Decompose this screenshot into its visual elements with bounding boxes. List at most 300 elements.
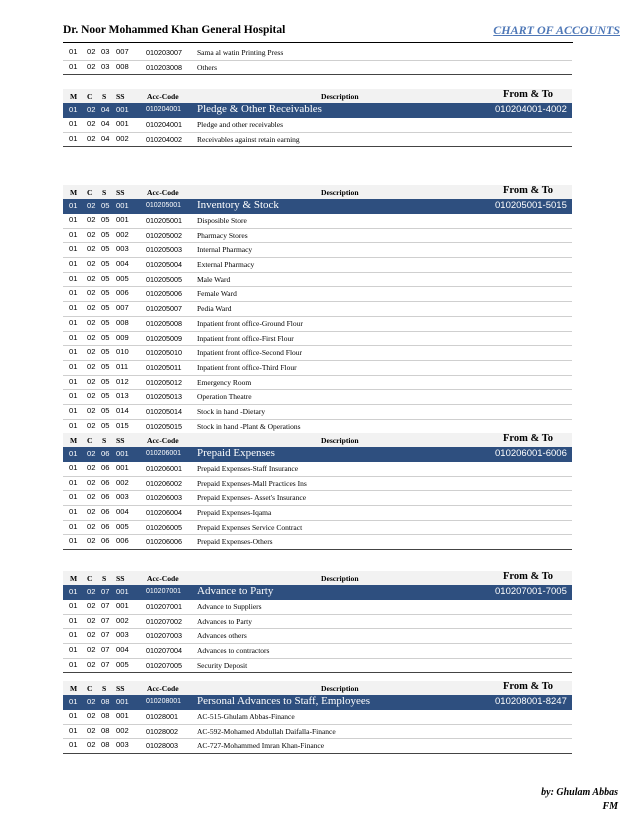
code-ss: 006 <box>116 536 129 546</box>
accounts-table-advance <box>63 571 572 673</box>
table-row <box>63 273 572 288</box>
acc-code: 010203008 <box>146 62 182 72</box>
code-s: 07 <box>101 615 110 625</box>
column-header-row <box>63 185 572 199</box>
col-header-s: S <box>102 684 107 693</box>
group-header-row <box>63 447 572 462</box>
code-s: 05 <box>101 259 110 269</box>
col-header-c: C <box>87 436 93 445</box>
col-header-s: S <box>102 574 107 583</box>
table-row <box>63 739 572 754</box>
code-c: 02 <box>87 273 96 283</box>
col-header-description: Description <box>321 188 359 197</box>
acc-code: 010205005 <box>146 274 182 284</box>
author-title: FM <box>602 801 618 812</box>
acc-code: 010204001 <box>146 120 182 129</box>
acc-code: 010206005 <box>146 522 182 532</box>
code-s: 05 <box>101 215 110 224</box>
code-c: 02 <box>87 725 96 735</box>
code-c: 02 <box>87 332 96 342</box>
table-row <box>63 302 572 317</box>
code-s: 05 <box>101 273 110 283</box>
code-c: 02 <box>87 229 96 239</box>
code-m: 01 <box>69 740 78 750</box>
code-c: 02 <box>87 740 96 750</box>
acc-code: 010207005 <box>146 660 182 670</box>
account-description: Operation Theatre <box>197 392 252 402</box>
acc-code: 010204002 <box>146 134 182 144</box>
code-s: 04 <box>101 133 110 143</box>
code-ss: 010 <box>116 347 129 357</box>
col-header-range: From & To <box>503 185 553 196</box>
group-header-row <box>63 199 572 214</box>
col-header-ss: SS <box>116 188 125 197</box>
hospital-title: Dr. Noor Mohammed Khan General Hospital <box>63 24 286 36</box>
code-m: 01 <box>69 215 78 224</box>
code-c: 02 <box>87 259 96 269</box>
acc-code: 010207004 <box>146 646 182 656</box>
code-m: 01 <box>69 61 78 71</box>
column-header-row <box>63 681 572 695</box>
code-s: 07 <box>101 587 110 596</box>
col-header-acc-code: Acc-Code <box>147 574 179 583</box>
col-header-range: From & To <box>503 433 553 444</box>
code-ss: 008 <box>116 61 129 71</box>
code-c: 02 <box>87 288 96 298</box>
col-header-c: C <box>87 92 93 101</box>
account-description: Prepaid Expenses-Others <box>197 537 273 547</box>
code-c: 02 <box>87 244 96 254</box>
account-description: Inpatient front office-Third Flour <box>197 362 297 372</box>
code-m: 01 <box>69 521 78 531</box>
code-m: 01 <box>69 507 78 517</box>
code-m: 01 <box>69 47 78 56</box>
header-divider <box>63 42 573 43</box>
accounts-table-personal-advances <box>63 681 572 754</box>
acc-code: 010206001 <box>146 450 182 457</box>
code-ss: 002 <box>116 133 129 143</box>
code-m: 01 <box>69 201 78 210</box>
code-ss: 001 <box>116 201 129 210</box>
col-header-s: S <box>102 436 107 445</box>
code-ss: 003 <box>116 244 129 254</box>
table-row <box>63 61 572 76</box>
personal-advance-rows <box>63 710 572 754</box>
acc-code: 010206001 <box>146 464 182 473</box>
account-description: Inpatient front office-Ground Flour <box>197 318 303 328</box>
group-name: Pledge & Other Receivables <box>197 103 322 115</box>
code-c: 02 <box>87 711 96 720</box>
account-description: Others <box>197 62 217 72</box>
col-header-description: Description <box>321 574 359 583</box>
account-description: Advances others <box>197 631 247 641</box>
col-header-description: Description <box>321 436 359 445</box>
account-description: AC-592-Mohamed Abdullah Daifalla-Finance <box>197 726 336 736</box>
code-s: 08 <box>101 740 110 750</box>
code-ss: 007 <box>116 303 129 313</box>
code-c: 02 <box>87 105 96 114</box>
code-s: 05 <box>101 244 110 254</box>
code-ss: 014 <box>116 405 129 415</box>
document-type-link[interactable]: CHART OF ACCOUNTS <box>493 23 620 37</box>
code-ss: 015 <box>116 420 129 430</box>
acc-code: 01028003 <box>146 741 178 751</box>
table-row <box>63 361 572 376</box>
group-header-row <box>63 695 572 710</box>
code-c: 02 <box>87 463 96 472</box>
code-s: 05 <box>101 332 110 342</box>
code-c: 02 <box>87 615 96 625</box>
code-m: 01 <box>69 361 78 371</box>
code-c: 02 <box>87 659 96 669</box>
col-header-m: M <box>70 188 78 197</box>
code-ss: 005 <box>116 659 129 669</box>
acc-code: 010205003 <box>146 245 182 255</box>
code-c: 02 <box>87 601 96 610</box>
code-c: 02 <box>87 201 96 210</box>
code-ss: 003 <box>116 630 129 640</box>
account-description: External Pharmacy <box>197 260 255 270</box>
table-row <box>63 615 572 630</box>
column-header-row <box>63 433 572 447</box>
code-c: 02 <box>87 587 96 596</box>
code-m: 01 <box>69 477 78 487</box>
account-description: AC-515-Ghulam Abbas-Finance <box>197 712 295 721</box>
account-description: Sama al watin Printing Press <box>197 48 284 57</box>
code-s: 05 <box>101 288 110 298</box>
code-s: 06 <box>101 449 110 458</box>
col-header-s: S <box>102 92 107 101</box>
col-header-m: M <box>70 574 78 583</box>
code-ss: 002 <box>116 725 129 735</box>
code-ss: 004 <box>116 507 129 517</box>
acc-code: 010205012 <box>146 377 182 387</box>
acc-code: 010206002 <box>146 478 182 488</box>
accounts-table-prepaid <box>63 433 572 550</box>
table-row <box>63 462 572 477</box>
code-m: 01 <box>69 420 78 430</box>
col-header-range: From & To <box>503 89 553 100</box>
code-m: 01 <box>69 659 78 669</box>
col-header-acc-code: Acc-Code <box>147 684 179 693</box>
account-description: Disposible Store <box>197 216 247 225</box>
code-s: 07 <box>101 601 110 610</box>
table-row <box>63 317 572 332</box>
code-m: 01 <box>69 711 78 720</box>
code-c: 02 <box>87 449 96 458</box>
code-s: 06 <box>101 521 110 531</box>
code-ss: 001 <box>116 449 129 458</box>
code-m: 01 <box>69 587 78 596</box>
code-m: 01 <box>69 449 78 458</box>
code-ss: 001 <box>116 697 129 706</box>
table-row <box>63 133 572 148</box>
acc-code: 010205007 <box>146 304 182 314</box>
col-header-range: From & To <box>503 681 553 692</box>
code-s: 08 <box>101 725 110 735</box>
code-c: 02 <box>87 645 96 655</box>
code-ss: 001 <box>116 601 129 610</box>
code-m: 01 <box>69 259 78 269</box>
code-s: 05 <box>101 391 110 401</box>
group-header-row <box>63 103 572 118</box>
table-row <box>63 710 572 725</box>
code-ss: 011 <box>116 361 129 371</box>
code-c: 02 <box>87 521 96 531</box>
acc-code: 010203007 <box>146 48 182 57</box>
acc-code: 010204001 <box>146 106 182 113</box>
table-row <box>63 600 572 615</box>
code-s: 05 <box>101 405 110 415</box>
prepaid-rows <box>63 462 572 550</box>
code-m: 01 <box>69 119 78 128</box>
code-s: 08 <box>101 711 110 720</box>
account-description: Advance to Suppliers <box>197 602 262 611</box>
code-m: 01 <box>69 347 78 357</box>
table-row <box>63 390 572 405</box>
code-m: 01 <box>69 332 78 342</box>
account-description: Prepaid Expenses-Mall Practices Ins <box>197 478 307 488</box>
code-ss: 001 <box>116 587 129 596</box>
group-name: Personal Advances to Staff, Employees <box>197 695 371 707</box>
code-c: 02 <box>87 507 96 517</box>
code-s: 05 <box>101 361 110 371</box>
col-header-acc-code: Acc-Code <box>147 188 179 197</box>
code-ss: 008 <box>116 317 129 327</box>
code-s: 07 <box>101 659 110 669</box>
code-ss: 001 <box>116 119 129 128</box>
table-row <box>63 376 572 391</box>
code-m: 01 <box>69 376 78 386</box>
code-ss: 002 <box>116 615 129 625</box>
account-description: Prepaid Expenses- Asset's Insurance <box>197 493 307 503</box>
table-row <box>63 477 572 492</box>
code-c: 02 <box>87 47 96 56</box>
acc-code: 010207001 <box>146 602 182 611</box>
code-s: 05 <box>101 303 110 313</box>
acc-code: 01028001 <box>146 712 178 721</box>
code-s: 05 <box>101 347 110 357</box>
group-range: 010204001-4002 <box>495 104 567 115</box>
code-c: 02 <box>87 361 96 371</box>
code-s: 08 <box>101 697 110 706</box>
code-s: 04 <box>101 119 110 128</box>
account-description: Pedia Ward <box>197 304 232 314</box>
code-c: 02 <box>87 492 96 502</box>
code-ss: 007 <box>116 47 129 56</box>
code-ss: 001 <box>116 105 129 114</box>
table-row <box>63 287 572 302</box>
account-description: Advances to Party <box>197 616 252 626</box>
code-c: 02 <box>87 376 96 386</box>
code-ss: 009 <box>116 332 129 342</box>
account-description: Stock in hand -Plant & Operations <box>197 421 301 431</box>
table-row <box>63 229 572 244</box>
code-c: 02 <box>87 536 96 546</box>
col-header-ss: SS <box>116 574 125 583</box>
code-s: 06 <box>101 536 110 546</box>
acc-code: 010205011 <box>146 362 182 372</box>
code-ss: 013 <box>116 391 129 401</box>
col-header-acc-code: Acc-Code <box>147 436 179 445</box>
code-m: 01 <box>69 630 78 640</box>
account-description: Prepaid Expenses-Iqama <box>197 508 272 518</box>
table-row <box>63 644 572 659</box>
col-header-ss: SS <box>116 92 125 101</box>
account-description: Emergency Room <box>197 377 252 387</box>
code-ss: 003 <box>116 740 129 750</box>
code-ss: 001 <box>116 215 129 224</box>
code-m: 01 <box>69 133 78 143</box>
code-m: 01 <box>69 463 78 472</box>
code-c: 02 <box>87 477 96 487</box>
col-header-c: C <box>87 684 93 693</box>
table-row <box>63 659 572 674</box>
group-range: 010206001-6006 <box>495 448 567 459</box>
col-header-acc-code: Acc-Code <box>147 92 179 101</box>
code-s: 06 <box>101 463 110 472</box>
code-s: 05 <box>101 201 110 210</box>
code-ss: 012 <box>116 376 129 386</box>
code-c: 02 <box>87 303 96 313</box>
col-header-description: Description <box>321 92 359 101</box>
code-m: 01 <box>69 244 78 254</box>
table-row <box>63 118 572 133</box>
account-description: Advances to contractors <box>197 646 270 656</box>
code-c: 02 <box>87 61 96 71</box>
code-s: 06 <box>101 492 110 502</box>
code-m: 01 <box>69 405 78 415</box>
acc-code: 010205001 <box>146 216 182 225</box>
table-row <box>63 491 572 506</box>
code-m: 01 <box>69 303 78 313</box>
code-ss: 005 <box>116 521 129 531</box>
group-name: Advance to Party <box>197 585 274 597</box>
table-row <box>63 535 572 550</box>
acc-code: 010207001 <box>146 588 182 595</box>
account-description: Female Ward <box>197 289 237 299</box>
code-s: 03 <box>101 47 110 56</box>
acc-code: 010206006 <box>146 537 182 547</box>
code-s: 06 <box>101 477 110 487</box>
acc-code: 010205014 <box>146 406 182 416</box>
code-s: 05 <box>101 229 110 239</box>
acc-code: 010207002 <box>146 616 182 626</box>
code-m: 01 <box>69 601 78 610</box>
account-description: Prepaid Expenses Service Contract <box>197 522 303 532</box>
acc-code: 010206003 <box>146 493 182 503</box>
account-description: Inpatient front office-Second Flour <box>197 348 303 358</box>
column-header-row <box>63 571 572 585</box>
advance-rows <box>63 600 572 673</box>
code-c: 02 <box>87 630 96 640</box>
col-header-m: M <box>70 436 78 445</box>
acc-code: 010205002 <box>146 230 182 240</box>
code-m: 01 <box>69 536 78 546</box>
acc-code: 010205010 <box>146 348 182 358</box>
code-ss: 001 <box>116 711 129 720</box>
group-name: Prepaid Expenses <box>197 447 275 459</box>
code-s: 03 <box>101 61 110 71</box>
author-line: by: Ghulam Abbas <box>541 787 618 798</box>
code-ss: 002 <box>116 477 129 487</box>
account-description: Receivables against retain earning <box>197 134 300 144</box>
code-s: 07 <box>101 630 110 640</box>
col-header-range: From & To <box>503 571 553 582</box>
account-description: Stock in hand -Dietary <box>197 406 266 416</box>
table-row <box>63 629 572 644</box>
table-row <box>63 258 572 273</box>
table-row <box>63 214 572 229</box>
column-header-row <box>63 89 572 103</box>
table-row <box>63 332 572 347</box>
accounts-table-continuation <box>63 46 572 75</box>
account-description: AC-727-Mohammed Imran Khan-Finance <box>197 741 325 751</box>
group-range: 010205001-5015 <box>495 200 567 211</box>
code-s: 06 <box>101 507 110 517</box>
code-ss: 006 <box>116 288 129 298</box>
group-range: 010207001-7005 <box>495 586 567 597</box>
table-row <box>63 243 572 258</box>
acc-code: 010208001 <box>146 698 182 705</box>
code-s: 05 <box>101 376 110 386</box>
code-c: 02 <box>87 420 96 430</box>
col-header-c: C <box>87 188 93 197</box>
col-header-ss: SS <box>116 436 125 445</box>
col-header-description: Description <box>321 684 359 693</box>
inventory-rows <box>63 214 572 434</box>
code-c: 02 <box>87 133 96 143</box>
col-header-m: M <box>70 92 78 101</box>
account-description: Male Ward <box>197 274 231 284</box>
group-name: Inventory & Stock <box>197 199 279 211</box>
code-c: 02 <box>87 119 96 128</box>
acc-code: 010205001 <box>146 202 182 209</box>
code-m: 01 <box>69 273 78 283</box>
acc-code: 010205013 <box>146 392 182 402</box>
code-m: 01 <box>69 288 78 298</box>
code-c: 02 <box>87 391 96 401</box>
group-header-row <box>63 585 572 600</box>
account-description: Pledge and other receivables <box>197 120 284 129</box>
code-m: 01 <box>69 229 78 239</box>
col-header-ss: SS <box>116 684 125 693</box>
code-m: 01 <box>69 105 78 114</box>
code-c: 02 <box>87 215 96 224</box>
code-s: 05 <box>101 420 110 430</box>
acc-code: 010206004 <box>146 508 182 518</box>
page-footer <box>541 786 618 814</box>
table-row <box>63 725 572 740</box>
account-description: Internal Pharmacy <box>197 245 253 255</box>
col-header-c: C <box>87 574 93 583</box>
col-header-m: M <box>70 684 78 693</box>
code-m: 01 <box>69 725 78 735</box>
account-description: Prepaid Expenses-Staff Insurance <box>197 464 299 473</box>
code-m: 01 <box>69 391 78 401</box>
code-m: 01 <box>69 645 78 655</box>
account-description: Pharmacy Stores <box>197 230 248 240</box>
table-row <box>63 506 572 521</box>
code-ss: 004 <box>116 645 129 655</box>
code-m: 01 <box>69 615 78 625</box>
code-ss: 002 <box>116 229 129 239</box>
acc-code: 010205008 <box>146 318 182 328</box>
group-range: 010208001-8247 <box>495 696 567 707</box>
code-c: 02 <box>87 697 96 706</box>
code-s: 05 <box>101 317 110 327</box>
code-ss: 003 <box>116 492 129 502</box>
